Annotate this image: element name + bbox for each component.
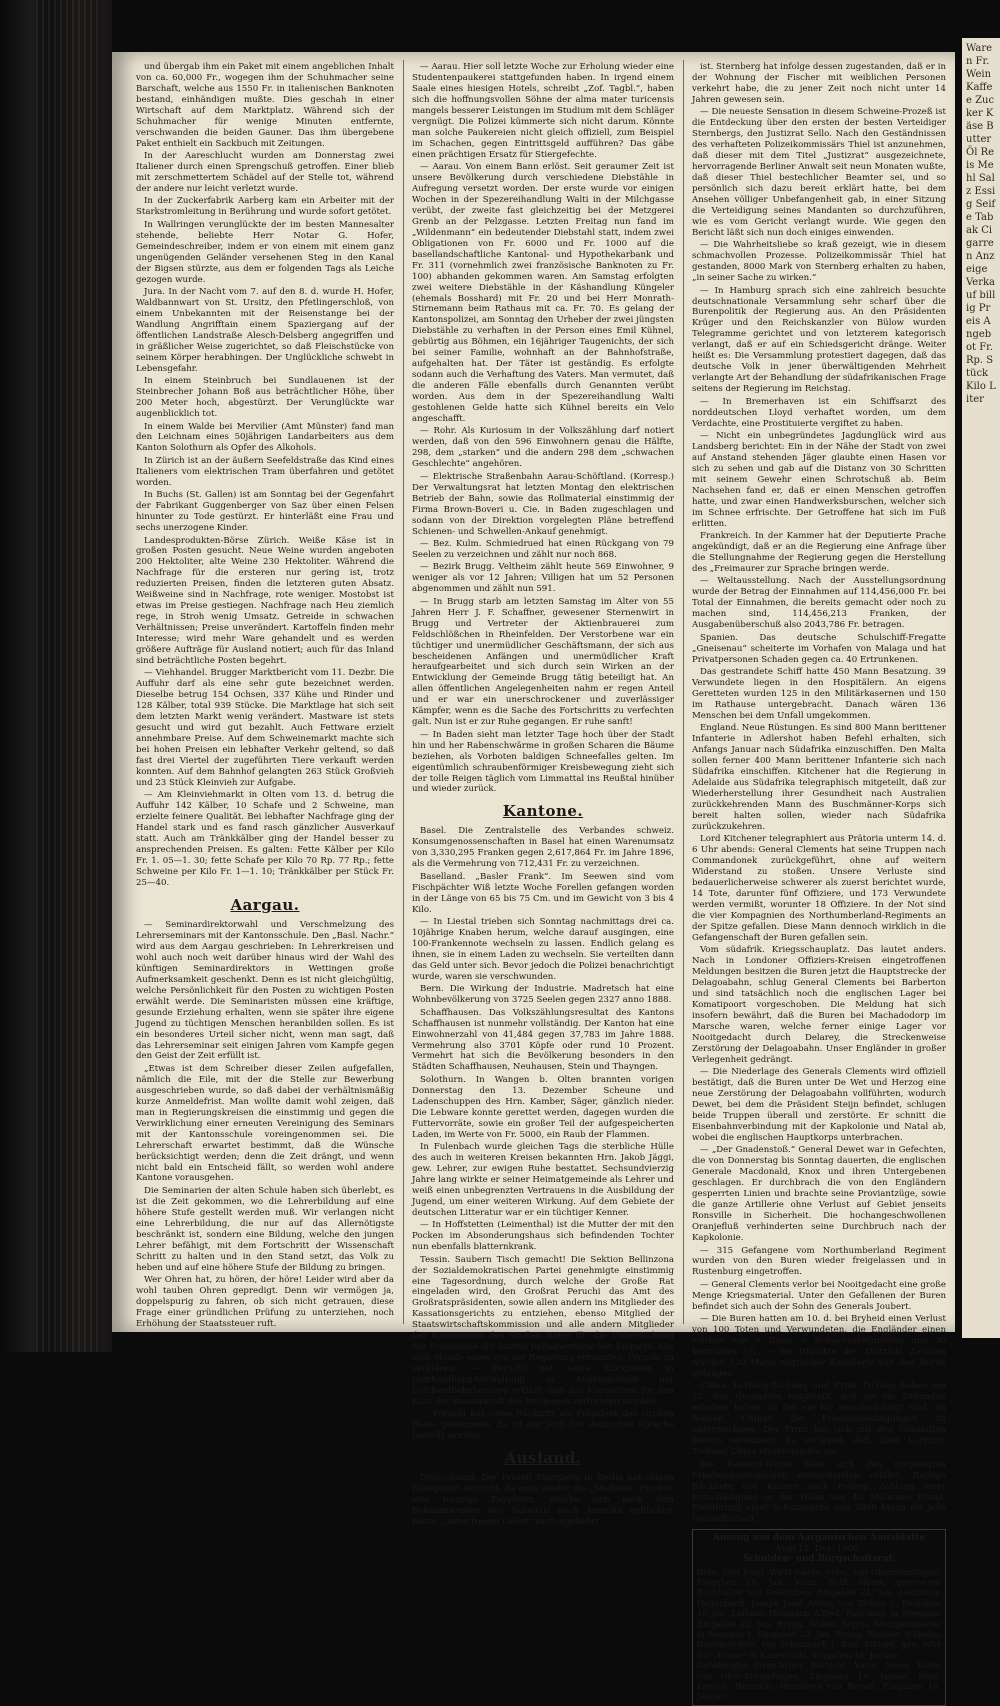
article-paragraph: — Aarau. Hier soll letzte Woche zur Erholung wieder eine Studentenpaukerei stattgefunden haben. In irgend einem Saale eines hiesigen Hotels, schreibt „Zof. Tagbl.“, haben sich die hoffnungsvollen Söhne der alma mater turicensis mangels besserer Leistungen im Studium mit dem Schläger vergnügt. Die Polizei kümmerte sich nicht darum. Könnte man solche Paukereien nicht gleich offiziell, zum Beispiel im Schachen, gegen Eintrittsgeld aufführen? Das gäbe einen prächtigen Ersatz für Stiergefechte.: [412, 62, 674, 160]
article-paragraph: Baselland. „Basler Frank“. Im Seewen sind vom Fischpächter Wiß letzte Woche Forellen gefangen worden in der Länge von 65 bis 75 Cm. und im Gewicht von 3 bis 4 Kilo.: [412, 871, 674, 915]
article-paragraph: Lord Kitchener telegraphiert aus Prätoria unterm 14. d. 6 Uhr abends: General Clements hat seine Truppen nach Commandonek zurückgeführt, ohne auf weitern Widerstand zu stoßen. Unsere Verluste sind bedauerlicherweise schwerer als zuerst berichtet wurde, 14 Tote, darunter fünf Offiziere, und 173 Verwundete werden vermißt, worunter 18 Offiziere. In der Not sind die vier Kompagnien des Northumberland-Regiments an der Spitze gefallen. Diese Mann dennoch wirklich in die Gefangenschaft der Buren gefallen sein.: [692, 834, 946, 943]
article-paragraph: Schaffhausen. Das Volkszählungsresultat des Kantons Schaffhausen ist nunmehr vollständig. Der Kanton hat eine Einwohnerzahl von 41,484 gegen 37,783 im Jahre 1888. Vermehrung also 3701 Köpfe oder rund 10 Prozent. Vermehrt hat sich die Bevölkerung besonders in den Städten Schaffhausen, Neuhausen, Stein und Thayngen.: [412, 1007, 674, 1073]
article-paragraph: China. Li-Hung-Tschang und Prinz Tsching haben am 13. den Gesandten mitgeteilt, daß sie die Urkunden erhalten haben, in der sie für bevollmächtigt sind, im Namen Chinas die Friedensbedingungen zu unterzeichnen. Der Prinz hat sich mit den Gesandten bereits vereinbart. Es verlautet, daß, über Li-Hung-Tschang China einverstanden sei.: [692, 1381, 946, 1458]
article-paragraph: Das gestrandete Schiff hatte 450 Mann Besatzung. 39 Verwundete liegen in den Hospitälern. An eigens Geretteten wurden 125 in den Militärkasernen und 150 im Rathause untergebracht. Danach wären 136 Menschen bei dem Unfall umgekommen.: [692, 666, 946, 721]
article-paragraph: Vom südafrik. Kriegsschauplatz. Das lautet anders. Nach in Londoner Offiziers-Kreisen eingetroffenen Meldungen besitzen die Buren jetzt die Hauptstrecke der Delagoabahn, schlug General Clements bei Barberton und sind tatsächlich noch die englischen Lager bei Komatipoort vorgeschoben. Die Meldung hat sich insofern bewährt, daß die Buren bei Machadodorp im Marsche waren, welche ferner einige Lager vor Nooitgedacht durch Delarey, die Streckenweise Zerstörung der Delagoabahn. Unser Engländer in großer Verlegenheit gedrängt.: [692, 945, 946, 1065]
article-paragraph: — Peruchi hat seine Rücktritt als Präsident des Großen Rates genommen. Es ist der jetzt der deutschen Sprache bestellt worden.: [412, 1409, 674, 1442]
article-paragraph: Basel. Die Zentralstelle des Verbandes schweiz. Konsumgenossenschaften in Basel hat einen Warenumsatz von 3,330,295 Franken gegen 2,617,864 Fr. im Jahre 1896, als die Vermehrung von 712,431 Fr. zu verzeichnen.: [412, 826, 674, 870]
article-paragraph: — In Baden sieht man letzter Tage hoch über der Stadt hin und her Rabenschwärme in großen Scharen die Bäume beziehen, als Vorboten baldigen Schneefalles gelten. Im eigentümlich schraubenförmiger Kreisbewegung zieht sich der tolle Reigen täglich vom Limmattal ins Reußtal hinüber und wieder zurück.: [412, 729, 674, 795]
article-paragraph: Jura. In der Nacht vom 7. auf den 8. d. wurde H. Hofer, Waldbannwart von St. Ursitz, den Pfetlingerschloß, von einem Unbekannten mit der Reisenstange bei der Wandlung Angrifftain einem Spaziergang auf der öffentlichen Landstraße Alesch-Delsberg angegriffen und in gräßlicher Weise zugerichtet, so daß Fleischstücke von seinem Körper herabhingen. Der Unglückliche schwebt in Lebensgefahr.: [136, 287, 394, 374]
article-paragraph: Landesprodukten-Börse Zürich. Weiße Käse ist in großen Posten gesucht. Neue Weine wurden angeboten 200 Hektoliter, alte Weine 230 Hektoliter. Während die Nachfrage für die ersteren nur gering ist, trotz reduzierten Preisen, finden die letzteren guten Absatz. Weißweine sind in Nachfrage, rote weniger. Mostobst ist etwas im Preise gestiegen. Nachfrage nach Heu ziemlich rege, in Stroh wenig Umsatz. Getreide in schwachen Verhältnissen; Preise unverändert. Kartoffeln finden mehr Interesse; wird mehr Ware gehandelt und es werden größere Aufträge für Ausland notiert; auch für das Inland sind beträchtliche Posten begehrt.: [136, 535, 394, 667]
article-paragraph: — Elektrische Straßenbahn Aarau-Schöftland. (Korresp.) Der Verwaltungsrat hat letzten Montag den elektrischen Betrieb der Bahn, sowie das Rollmaterial einstimmig der Firma Brown-Boveri u. Cie. in Baden zugeschlagen und sodann von der Direktion vorgelegten Pläne betreffend Schienen- und Schwellen-Ankauf genehmigt.: [412, 471, 674, 537]
article-paragraph: Tessin. Saubern Tisch gemacht! Die Sektion Bellinzona der Sozialdemokratischen Partei genehmigte einstimmig eine Tagesordnung, durch welche der Große Rat eingeladen wird, den Großrat Peruchi das Amt des Großratspräsidenten, sowie allen andern ins Mitglieder des Kassationsgerichts zu entziehen, ebenso Mitglied der Staatswirtschaftskommission und alle andern Mitglieder der Kommission des Großen Rates für die Untersuchung der Ergebnisse der letzten parlamentarischen Enquete. Aus dem Munde eines von der Regierung ernannten, Peruchi zu verklären. — Peruchi hat seine Rückzeiten in Gotthardbahn-Verwaltung in Angelegenheit der Gotthardbahnbesitzer erklärt, daß das Konsortium für den Kauf der Wasserkraft des Ritomsees verfochten worden.: [412, 1254, 674, 1408]
article-paragraph: In der Zuckerfabrik Aarberg kam ein Arbeiter mit der Starkstromleitung in Berührung und wurde sofort getötet.: [136, 196, 394, 218]
article-paragraph: — In Bremerhaven ist ein Schiffsarzt des norddeutschen Lloyd verhaftet worden, um dem Verdachte, eine Prostituierte vergiftet zu haben.: [692, 396, 946, 429]
article-paragraph: — In Hamburg sprach sich eine zahlreich besuchte deutschnationale Versammlung sehr scharf über die Burenpolitik der Regierung aus. An den Präsidenten Krüger und den Reichskanzler von Bülow wurden Telegramme gerichtet und von letzterem kategorisch verlangt, daß er auf ein Schiedsgericht dränge. Weiter heißt es: Die Versammlung protestiert dagegen, daß das deutsche Volk in jener überwältigenden Mehrheit verlangte Art der Behandlung der südafrikanischen Frage seitens der Regierung im Reichstag.: [692, 285, 946, 395]
article-paragraph: Die Kaiserin-Witwe habe sich den vorgelegten Friedensbedingungen einverstanden erklärt: Baldige Rückkehr des Kaisers nach Peking, Zahlung einer Entschädigung in der Höhe von 40 Millionen Pfund, Einführung einer Schutzwache von 2000 Mann für jede Gesandtschaft.: [692, 1459, 946, 1525]
article-paragraph: — Weltausstellung. Nach der Ausstellungsordnung wurde der Betrag der Einnahmen auf 114,456,000 Fr. bei Total der Einnahmen, die bereits gemacht oder noch zu machen sind, 114,456,213 Franken, der Ausgabenüberschuß also 2043,786 Fr. betragen.: [692, 576, 946, 631]
adjacent-page-text: Waren Fr. Wein Kaffee Zucker Käse Butter Öl Reis Mehl Salz Essig Seife Tabak Cigarren Anzeige Verkauf billig Preis Angebot Fr. Rp. Stück Kilo Liter: [966, 43, 996, 405]
column-2: [412, 62, 674, 1528]
article-paragraph: Bern. Die Wirkung der Industrie. Madretsch hat eine Wohnbevölkerung von 3725 Seelen gegen 2327 anno 1888.: [412, 984, 674, 1006]
column-rule: [403, 60, 404, 1324]
article-paragraph: — „Der Gnadenstoß.“ General Dewet war in Gefechten, die von Donnerstag bis Sonntag dauerten, die englischen Generale Macdonald, Knox und ihren Untergebenen geschlagen. Er durchbrach die von den Engländern gesperrten Linien und brachte seine Proviantzüge, sowie die ganze Artillerie ohne Verlust auf Gebiet jenseits Ronsville in Sicherheit. Die hochangeschwollenen Oranjefluß verhinderten seine Durchbruch nach der Kapkolonie.: [692, 1145, 946, 1244]
amtsblatt-date: Vom 15. Dez. 1900.: [776, 1543, 862, 1554]
article-paragraph: In Zürich ist an der äußern Seefeldstraße das Kind eines Italieners vom elektrischen Tram überfahren und getötet worden.: [136, 455, 394, 488]
article-paragraph: und übergab ihm ein Paket mit einem angeblichen Inhalt von ca. 60,000 Fr., wogegen ihm der Schuhmacher seine Barschaft, welche aus 1550 Fr. in italienischen Banknoten bestand, einhändigen mußte. Dies geschah in einer Wirtschaft auf dem Marktplatz. Während sich der Schuhmacher für wenige Minuten entfernte, verschwanden die beiden Gauner. Das ihm übergebene Paket enthielt ein Sackbuch mit Zeitungen.: [136, 62, 394, 149]
amtsblatt-text: Rohr. Frei Josef, Wirts-Jakobs Sohn, von Oberrohrdingen. Eingaben 19. Jan. Kulm. Roth Albert, gewesener Buchhalter von Gränichen. Eingaben 21. Jan. Lenzburg. Hagenbuch, Joseph Josef Anton, von Zeihen †. Eingaben 16 Jan. Leibniz. Hubmann Alfred, Fabrikant in Seengen. Eingaben 22. Jan. Brugg. Walter, Sopris, Metzgermeister in Seengen †. Eingaben 22. Jan. Brugg. Widmer, Wilhelm, Bezirksrichter, von Schinznach †. Bzsl, Eduard, gew. Wirt zur „Krone“ in Kaiserstuhl. Eingaben 16. Januar.: [697, 1566, 941, 1660]
article-paragraph: In einem Walde bei Mervilier (Amt Münster) fand man den Leichnam eines 50jährigen Landarbeiters aus dem Kanton Solothurn als Opfer des Alkohols.: [136, 421, 394, 454]
amtsblatt-text: Genehmigte Inventarien. Bärtschi, Xaver, Nessi, Vater, von Ober-Ehrendingen. Eingaben 19. Januar. Muri. Keusch, Heinrich, Humbrets von Boswil. Eingaben 16. Januar.: [697, 1660, 941, 1702]
newspaper-page: [112, 52, 955, 1702]
section-heading-ausland: Ausland.: [504, 1449, 582, 1468]
article-paragraph: Wer Ohren hat, zu hören, der höre! Leider wird aber da wohl tauben Ohren gepredigt. Denn wir vermögen ja, doppelspurig zu fahren, ob sich nicht getrauen, diese Frage einer gründlichen Prüfung zu unterziehen, noch Erhöhung der Staatssteuer ruft.: [136, 1275, 394, 1329]
article-paragraph: Die Seminarien der alten Schule haben sich überlebt, es ist die Zeit gekommen, wo die Lehrerbildung auf eine höhere Stufe gestellt werden muß. Wir verlangen nicht eine Lehrerbildung, die nur auf das Allernötigste beschränkt ist, sondern eine Bildung, welche den jungen Lehrer befähigt, mit dem Fortschritt der Wissenschaft Schritt zu halten und in den Stand setzt, das Volk zu heben und auf eine höhere Stufe der Bildung zu bringen.: [136, 1185, 394, 1273]
article-paragraph: In der Aareschlucht wurden am Donnerstag zwei Italiener durch einen Sprengschuß getroffen. Einer blieb mit zerschmettertem Schädel auf der Stelle tot, während der andere nur leicht verletzt wurde.: [136, 151, 394, 194]
article-paragraph: Deutschland. Der Prozeß Sternberg in Berlin hat seinen Höhepunkt erreicht, da man wieder die „Maffesie“ Fischer, eine traurige Kupplerin, welche sich nach dem Bekanntwerden des Skandals nach Amerika geflüchtet hatte, „unter freiem Geleit“ zurückgekehrt: [412, 1473, 674, 1528]
binding-stitching: [36, 0, 100, 1352]
article-paragraph: In Fulenbach wurde gleichen Tags die sterbliche Hülle des auch in weiteren Kreisen bekannten Hrn. Jakob Jäggi, gew. Lehrer, zur ewigen Ruhe bestattet. Sechsundvierzig Jahre lang wirkte er seiner Heimatgemeinde als Lehrer und weiß einen unbegrenzten Vertrauens in die Ausbildung der Jugend, um einer weiteren Wirkung. Auf dem Gebiete der deutschen Litteratur war er ein tüchtiger Kenner.: [412, 1142, 674, 1218]
section-heading-kantone: Kantone.: [502, 802, 584, 821]
column-3: [692, 62, 946, 1702]
section-heading-aargau: Aargau.: [230, 896, 300, 915]
article-paragraph: — Am Kleinviehmarkt in Olten vom 13. d. betrug die Auffuhr 142 Kälber, 10 Schafe und 2 Schweine, man erzielte feinere Qualität. Bei lebhafter Nachfrage ging der Handel stark und es fand rasch gänzlicher Ausverkauf statt. Auch am Tränkkälber ging der Handel besser zu ansprechenden Preisen. Es galten: Fette Kälber per Kilo Fr. 1. 05—1. 30; fette Schafe per Kilo 70 Rp. 77 Rp.; fette Schweine per Kilo Fr. 1—1. 10; Tränkkälber per Stück Fr. 25—40.: [136, 790, 394, 889]
amtsblatt-box: [692, 1529, 946, 1706]
article-paragraph: — Die Wahrheitsliebe so kraß gezeigt, wie in diesem schmachvollen Prozesse. Polizeikommissär Thiel hat gestanden, 8000 Mark von Sternberg erhalten zu haben, „in seiner Sache zu wirken.“: [692, 240, 946, 284]
article-paragraph: In Wallringen verunglückte der im besten Mannesalter stehende, beliebte Herr Notar G. Hofer, Gemeindeschreiber, indem er von einem mit einem ganz ungenügenden Geländer versehenen Steg in den Kanal der Bigsen stürzte, aus dem er folgenden Tags als Leiche gezogen wurde.: [136, 219, 394, 285]
article-paragraph: Frankreich. In der Kammer hat der Deputierte Prache angekündigt, daß er an die Regierung eine Anfrage über die Stellungnahme der Regierung gegen die Herstellung des „Freimaurer zur Sprache bringen werde.: [692, 531, 946, 574]
article-paragraph: — 315 Gefangene vom Northumberland Regiment wurden von den Buren wieder freigelassen und in Rustenburg eingetroffen.: [692, 1245, 946, 1278]
article-paragraph: — Seminardirektorwahl und Verschmelzung des Lehrerseminars mit der Kantonsschule. Den „Basl. Nachr.“ wird aus dem Aargau geschrieben: In Lehrerkreisen und wohl auch noch weit darüber hinaus wird der Wahl des künftigen Seminardirektors in Wettingen große Aufmerksamkeit geschenkt. Denn es ist nicht gleichgültig, welche Persönlichkeit für den Posten zu wichtigen Posten erwählt werde. Die Seminaristen müssen eine kräftige, gesunde Erziehung erhalten, wenn sie später ihre eigene Jugend zu tüchtigen Menschen heranbilden sollen. Es ist ein besonderes Urteil sicher nicht, wenn man sagt, daß das Lehrerseminar seit einigen Jahren vom Kampfe gegen den Geist der Zeit erfüllt ist.: [136, 920, 394, 1062]
article-paragraph: Solothurn. In Wangen b. Olten brannten vorigen Donnerstag den 13. Dezember Scheune und Ladenschuppen des Hrn. Kamber, Säger, gänzlich nieder. Die Lebware konnte gerettet werden, dagegen wurden die Futtervorräte, sowie ein großer Teil der aufgespeicherten Laden, im Werte von Fr. 5000, ein Raub der Flammen.: [412, 1074, 674, 1140]
article-paragraph: — Rohr. Als Kuriosum in der Volkszählung darf notiert werden, daß von den 596 Einwohnern genau die Hälfte, 298, dem „starken“ und die andern 298 dem „schwachen Geschlechte“ angehören.: [412, 426, 674, 470]
article-paragraph: — Die Niederlage des Generals Clements wird offiziell bestätigt, daß die Buren unter De Wet und Herzog eine neue Zerstörung der Delagoabahn vollführten, wodurch Dewet, bei dem die Präsident Steijn befindet, schlugen beide Truppen überall und zerstörte. Er schnitt die Eisenbahnverbindung mit der Kapkolonie und Natal ab, wobei die englischen Hauptkorps unterbrachen.: [692, 1067, 946, 1143]
article-paragraph: — In Liestal trieben sich Sonntag nachmittags drei ca. 10jährige Knaben herum, welche darauf ausgingen, eine 100-Frankennote wechseln zu lassen. Endlich gelang es ihnen, sie in einem Laden zu wechseln. Sie verteilten dann das Geld unter sich. Bevor jedoch die Polizei benachrichtigt wurde, waren sie verschwunden.: [412, 917, 674, 982]
article-paragraph: — Bez. Kulm. Schmiedrued hat einen Rückgang von 79 Seelen zu verzeichnen und zählt nur noch 868.: [412, 538, 674, 560]
column-rule: [683, 60, 684, 1324]
article-paragraph: — In Hoffstetten (Leimenthal) ist die Mutter der mit den Pocken im Absonderungshaus sich befindenden Tochter nun ebenfalls blatternkrank.: [412, 1220, 674, 1253]
article-paragraph: — Nicht ein unbegründetes Jagdunglück wird aus Landsberg berichtet: Ein in der Nähe der Stadt von zwei auf Anstand stehenden Jäger glaubte einen Hasen vor sich zu sehen und gab auf die Distanz von 30 Schritten mit seinem Gewehr einen Schrotschuß ab. Beim Nachsehen fand er, daß er einen Menschen getroffen hatte, und zwar einen Handwerksburschen, welcher sich im Schnee erfrischte. Der Getroffene hat sich im Fuß erlitten.: [692, 430, 946, 529]
article-paragraph: — Bezirk Brugg. Veltheim zählt heute 569 Einwohner, 9 weniger als vor 12 Jahren; Villigen hat um 52 Personen abgenommen und zählt nun 591.: [412, 562, 674, 595]
article-paragraph: „Etwas ist dem Schreiber dieser Zeilen aufgefallen, nämlich die Eile, mit der die Stelle zur Bewerbung ausgeschrieben wurde, so daß dabei der verhältnismäßig kurze Anmeldefrist. Man wollte damit wohl zeigen, daß man in Regierungskreisen die einstimmig und gegen die Verwirklichung einer erneuten Vereinigung des Seminars mit der Kantonsschule voreingenommen sei. Die Lehrerschaft erwartet bestimmt, daß die Wünsche berücksichtigt werden; denn die Zeit drängt, und wenn nicht bald ein Entscheid fällt, so werden wohl andere Kantone vorausgehen.: [136, 1063, 394, 1184]
article-paragraph: In einem Steinbruch bei Sundlauenen ist der Steinbrecher Johann Boß aus beträchtlicher Höhe, über 200 Meter hoch, abgestürzt. Der Verunglückte war augenblicklich tot.: [136, 376, 394, 420]
amtsblatt-title: Auszug aus dem Aargauischen Amtsblatte: [712, 1533, 926, 1544]
column-1: [136, 62, 394, 1329]
article-paragraph: ist. Sternberg hat infolge dessen zugestanden, daß er in der Wohnung der Fischer mit weiblichen Personen verkehrt habe, die zu jener Zeit noch nicht unter 14 Jahren gewesen sein.: [692, 62, 946, 105]
article-paragraph: — Aarau. Von einem Bann erlöst. Seit geraumer Zeit ist unsere Bevölkerung durch verschiedene Diebstähle in Aufregung versetzt worden. Der erste wurde vor einigen Wochen in der Spezereihandlung Walti in der Milchgasse verübt, der zweite fast gleichzeitig bei der Metzgerei Grenb an der Pelzgasse. Letzten Freitag nun fand im „Wildenmann“ ein bedeutender Diebstahl statt, indem zwei Obligationen von Fr. 6000 und Fr. 1000 auf die basellandschaftliche Kantonal- und Hypothekarbank und Fr. 311 (vornehmlich zwei französische Banknoten zu Fr. 100) abhanden gekommen waren. Am Samstag erfolgten zwei weitere Diebstähle in der Käshandlung Küngeler (ehemals Bosshard) mit Fr. 20 und bei Herr Monrath-Stirnemann beim Rathaus mit ca. Fr. 70. Es gelang der Kantonspolizei, am Sonntag den Urheber der zwei jüngsten Diebstähle zu verhaften in der Person eines Emil Kühnel, gebürtig aus Böhmen, ein 16jähriger Taugenichts, der sich bei seiner Familie, wohnhaft an der Bahnhofstraße, aufgehalten hat. Der Täter ist geständig. Es erfolgte sodann auch die Verhaftung des Vaters. Man vermutet, daß die anderen Fälle ebenfalls durch Genannten verübt worden. Aus dem in der Spezereihandlung Walti gestohlenen Gelde hatte sich Kühnel bereits ein Velo angeschafft.: [412, 162, 674, 424]
article-paragraph: — Die Buren hatten am 10. d. bei Bryheid einen Verlust von 100 Toten und Verwundeten, die Engländer einen solchen von 6 Toten, 9 Schwerverwundeten und 30 Vermißten (?). — Im Distrikte des Distrikts Zastrom wurden 120 Mann englischer Kavallerie von den Buren gefangen.: [692, 1314, 946, 1380]
adjacent-page-strip: [962, 38, 1000, 1338]
article-paragraph: England. Neue Rüstungen. Es sind 800 Mann berittener Infanterie in Adlershot haben Befehl erhalten, sich Anfangs Januar nach Südafrika einzuschiffen. Den Malta sollen ferner 400 Mann berittener Infanterie sich nach Südafrika einschiffen. Kitchener hat die Regierung in Adelaide aus Südafrika telegraphisch mitgeteilt, daß zur Wiederherstellung ihrer Gesundheit nach Australien zurückkehrenden Mann des Buschmänner-Korps sich bereit halten sollen, wieder nach Südafrika zurückzukehren.: [692, 723, 946, 832]
article-paragraph: — In Brugg starb am letzten Samstag im Alter von 55 Jahren Herr J. F. Schaffner, gewesener Sternenwirt in Brugg und Vertreter der Aktienbrauerei zum Feldschlößchen in Rheinfelden. Der Verstorbene war ein tüchtiger und unermüdlicher Geschäftsmann, der sich aus bescheidenen Anfängen und unermüdlicher Kraft heraufgearbeitet und sich durch sein Wirken an der Entwicklung der Gemeinde Brugg tätig beteiligt hat. An allen öffentlichen Angelegenheiten nahm er regen Anteil und er war ein unerschrockener und zuverlässiger Kämpfer, wenn es die Sache des Fortschritts zu verfechten galt. Nun ist er zur Ruhe gegangen. Er ruhe sanft!: [412, 596, 674, 728]
amtsblatt-subheading: Schulden- und Bürgschaftsruf.: [742, 1554, 896, 1565]
article-paragraph: In Buchs (St. Gallen) ist am Sonntag bei der Gegenfahrt der Fabrikant Guggenberger von Saz über einen Felsen hinunter zu Tode gestürzt. Er hinterläßt eine Frau und sechs unerzogene Kinder.: [136, 490, 394, 534]
article-paragraph: — General Clements verlor bei Nooitgedacht eine große Menge Kriegsmaterial. Unter den Gefallenen der Buren befindet sich auch der Sohn des Generals Joubert.: [692, 1279, 946, 1312]
article-paragraph: — Viehhandel. Brugger Marktbericht vom 11. Dezbr. Die Auffuhr darf als eine sehr gute bezeichnet werden. Dieselbe betrug 154 Ochsen, 337 Kühe und Rinder und 128 Kälber, total 939 Stücke. Die Marktlage hat sich seit dem letzten Markt wenig verändert. Mastware ist stets gesucht und wird gut bezahlt. Auch Fettware erzielt annehmbare Preise. Auf dem Schweinemarkt machte sich bei hohen Preisen ein lebhafter Verkehr geltend, so daß fast drei Viertel der zugeführten Tiere verkauft werden konnten. Auf dem Bahnhof gelangten 263 Stück Großvieh und 23 Stück Kleinvieh zur Aufgabe.: [136, 668, 394, 788]
article-paragraph: — Die neueste Sensation in diesem Schweine-Prozeß ist die Entdeckung über den ersten der besten Verteidiger Sternbergs, den Justizrat Sello. Nach den Geständnissen des verhafteten Polizeikommissärs Thiel ist anzunehmen, daß dieser mit dem Titel „Justizrat“ ausgezeichnete, hervorragende Berliner Anwalt seit neun Monaten wußte, daß dieser Thiel bestechlicher Beamter sei, und so persönlich sich dazu bereit erklärt hatte, bei dem Ansehen völliger Unbefangenheit gab, in einer Sitzung die Verteidigung seines Mandanten so durchzuführen, wie es vom Gericht verlangt wurde. Wie gegen den Bericht läßt sich nun doch einiges einwenden.: [692, 107, 946, 238]
article-paragraph: Spanien. Das deutsche Schulschiff-Fregatte „Gneisenau“ scheiterte im Vorhafen von Malaga und hat Privatpersonen Schaden gegen ca. 40 Ertrunkenen.: [692, 632, 946, 665]
